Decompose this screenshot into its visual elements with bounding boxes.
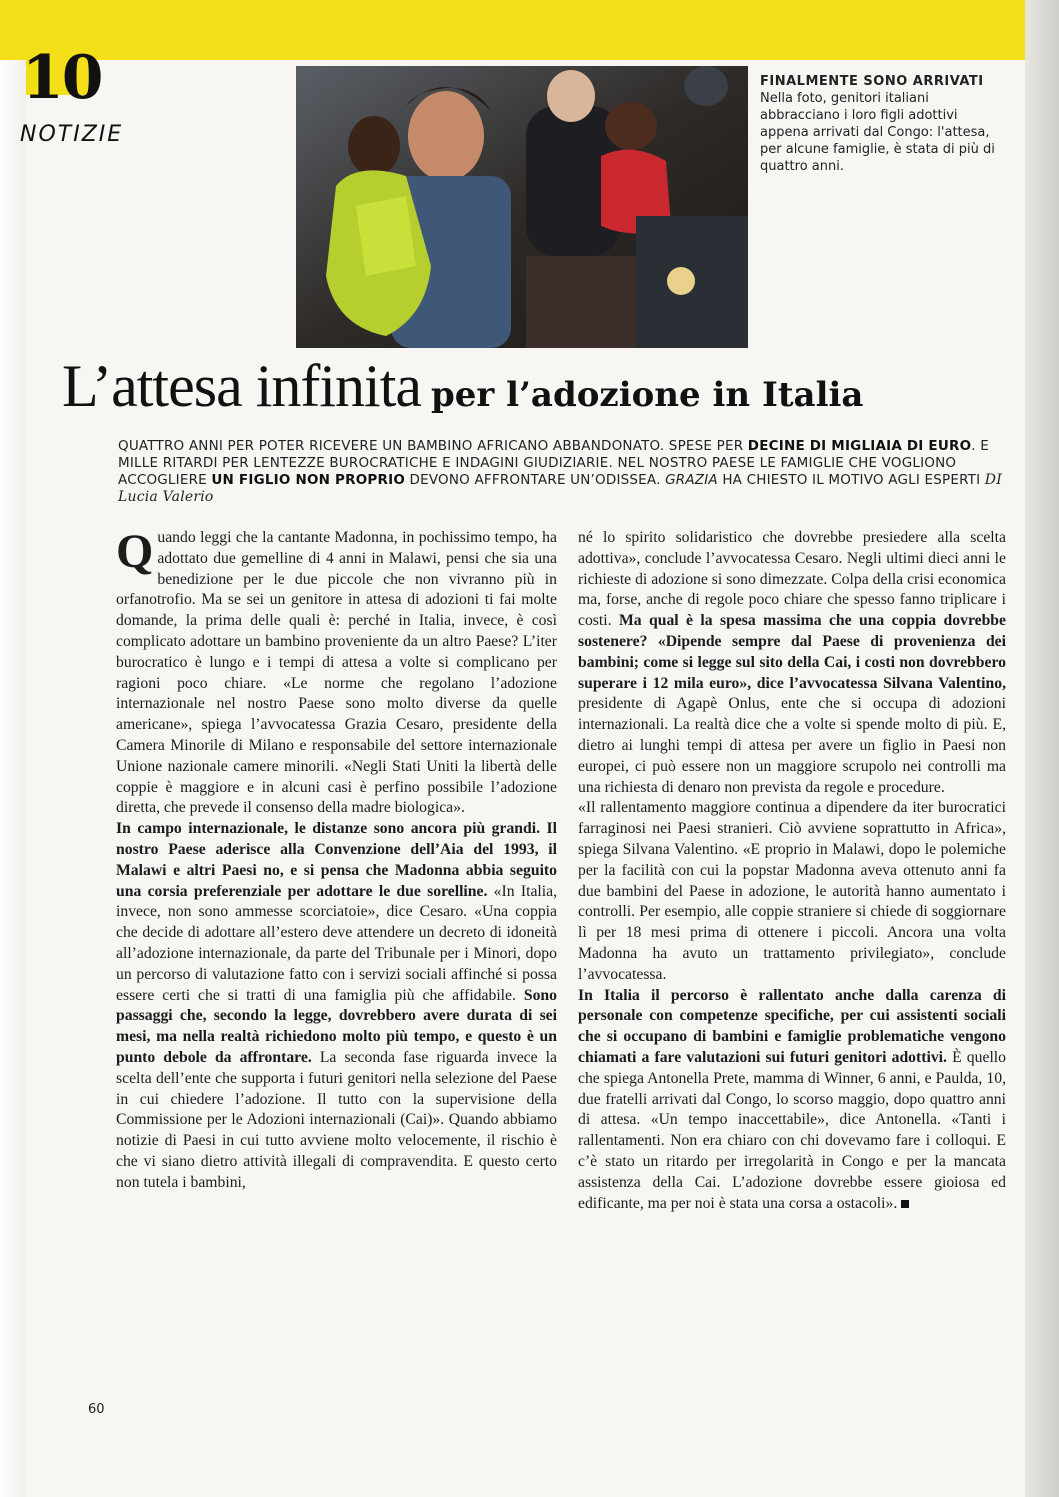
body-column-left — [116, 525, 558, 1194]
article-headline — [62, 352, 1022, 421]
body-column-right — [578, 528, 1006, 1214]
article-lead — [118, 438, 1023, 506]
body-bold: In Italia il percorso è rallentato anche dalla carenza di personale con competenze specifiche, per cui assistenti sociali che si occupano di bambini e famiglie problematiche vengono chiamati a fare valutazioni sui futuri genitori adottivi. — [578, 986, 1006, 1066]
body-bold: In campo internazionale, le distanze sono ancora più grandi. Il nostro Paese aderisce alla Convenzione dell’Aia del 1993, il Malawi e altri Paesi no, e si pensa che Madonna abbia seguito una corsia preferenziale per adottare le due sorelline. — [116, 820, 557, 900]
body-text: uando leggi che la cantante Madonna, in pochissimo tempo, ha adottato due gemelline di 4 anni in Malawi, pensi che sia una benedizione per le due piccole che non vivranno più in orfanotrofio. Ma se sei un genitore in attesa di adozioni ti fai molte domande, la prima delle quali è: perché in Italia, invece, è così complicato adottare un bambino proveniente da un altro Paese? L’iter burocratico è lungo e i tempi di attesa a volte si complicano per ragioni poco chiare. «Le norme che regolano l’adozione internazionale nel nostro Paese sono molto diverse da quelle americane», spiega l’avvocatessa Grazia Cesaro, presidente della Camera Minorile di Milano e responsabile del settore internazionale Unione nazionale camere minorili. «Negli Stati Uniti la libertà delle coppie è maggiore e in alcuni casi è perfino possibile l’adozione diretta, che prevede il consenso della madre biologica». — [116, 529, 557, 817]
drop-cap: Q — [116, 525, 154, 578]
lead-text: QUATTRO ANNI PER POTER RICEVERE UN BAMBINO AFRICANO ABBANDONATO. SPESE PER — [118, 438, 748, 454]
caption-title: FINALMENTE SONO ARRIVATI — [760, 74, 984, 89]
lead-bold: UN FIGLIO NON PROPRIO — [211, 472, 405, 488]
body-text: né lo spirito solidaristico che dovrebbe presiedere alla scelta adottiva», conclude l’avvocatessa Cesaro. Negli ultimi dieci anni le richieste di adozione si sono dimezzate. Colpa della crisi economica ma, forse, anche di regole poco chiare che spesso fanno triplicare i costi. — [578, 529, 1006, 630]
photo-illustration — [296, 66, 748, 348]
paragraph — [116, 819, 557, 1193]
end-of-article-mark — [901, 1200, 909, 1208]
body-text: «Il rallentamento maggiore continua a dipendere da iter burocratici farraginosi nei Paesi stranieri. Ciò avviene soprattutto in Africa», spiega Silvana Valentino. «E proprio in Malawi, dopo le polemiche per la facilità con cui la popstar Madonna aveva ottenuto anni fa due bambini del Paese in adozione, le autorità hanno aumentato i controlli. Per esempio, alle coppie straniere si chiede di soggiornare lì per 18 mesi prima di ottenere i piccoli. Ancora una volta Madonna ha avuto un trattamento privilegiato», conclude l’avvocatessa. — [578, 799, 1006, 983]
body-bold: Ma qual è la spesa massima che una coppia dovrebbe sostenere? «Dipende sempre dal Paese di provenienza dei bambini; come si legge sul sito della Cai, i costi non dovrebbero superare i 12 mila euro», dice l’avvocatessa Silvana Valentino, — [578, 612, 1006, 692]
paragraph — [578, 986, 1006, 1215]
lead-text: DEVONO AFFRONTARE UN’ODISSEA. — [405, 472, 666, 488]
lead-text: . E MILLE RITARDI PER LENTEZZE BUROCRATICHE E INDAGINI GIUDIZIARIE. NEL NOSTRO PAESE LE FAMIGLIE CHE VOGLIONO ACCOGLIERE — [118, 438, 989, 488]
yellow-band — [0, 0, 1025, 60]
article-photo — [296, 66, 748, 348]
body-text: La seconda fase riguarda invece la scelta dell’ente che supporta i futuri genitori nella selezione del Paese in cui chiedere l’adozione. Il tutto con la supervisione della Commissione per le Adozioni internazionali (Cai)». Quando abbiamo notizie di Paesi in cui tutto avviene molto velocemente, il rischio è che vi siano dietro attività illegali di compravendita. E questo certo non tutela i bambini, — [116, 1048, 557, 1191]
lead-magazine-name: GRAZIA — [665, 472, 718, 488]
paragraph — [578, 798, 1006, 985]
headline-main: L’attesa infinita — [62, 353, 421, 419]
page-fold-shadow — [1025, 0, 1059, 1497]
page-spine — [0, 60, 26, 1497]
body-bold: Sono passaggi che, secondo la legge, dovrebbero avere durata di sei mesi, ma nella realtà richiedono molto più tempo, e questo è un punto debole da affrontare. — [116, 986, 557, 1066]
page-number: 60 — [88, 1402, 105, 1417]
photo-caption — [760, 73, 1000, 175]
body-text: È quello che spiega Antonella Prete, mamma di Winner, 6 anni, e Paulda, 10, due fratelli arrivati dal Congo, lo scorso maggio, dopo quattro anni di attesa. «Un tempo inaccettabile», dice Antonella. «Tanti i rallentamenti. Non era chiaro con chi dovevamo fare i colloqui. E c’è stato un ritardo per irregolarità in Congo e per la mancata assistenza della Cai. L’adozione dovrebbe essere gioiosa ed edificante, ma per noi è stata una corsa a ostacoli». — [578, 1048, 1007, 1212]
paragraph — [116, 525, 557, 819]
body-text: «In Italia, invece, non sono ammesse scorciatoie», dice Cesaro. «Una coppia che decide di adottare all’estero deve attendere un decreto di idoneità all’adozione internazionale, da parte del Tribunale per i Minori, dopo un percorso di valutazione fatto con i servizi sociali affinché si possa essere certi che si tratti di una famiglia più che affidabile. — [116, 882, 558, 1004]
lead-bold: DECINE DI MIGLIAIA DI EURO — [747, 438, 972, 454]
section-number: 10 — [22, 43, 102, 113]
author-byline: DI Lucia Valerio — [118, 472, 1002, 505]
section-label: NOTIZIE — [20, 122, 124, 147]
lead-text: HA CHIESTO IL MOTIVO AGLI ESPERTI — [717, 472, 985, 488]
caption-text: Nella foto, genitori italiani abbracciano i loro figli adottivi appena arrivati dal Congo: l'attesa, per alcune famiglie, è stata di più di quattro anni. — [760, 91, 995, 174]
body-text: presidente di Agapè Onlus, ente che si occupa di adozioni internazionali. La realtà dice che a volte si spende molto di più. E, dietro ai lunghi tempi di attesa per avere un figlio in Paesi non europei, ci può essere non un maggiore scrupolo nei controlli ma una richiesta di denaro non prevista da regole e procedure. — [578, 695, 1006, 796]
paragraph — [578, 528, 1006, 798]
headline-sub: per l’adozione in Italia — [431, 375, 864, 415]
